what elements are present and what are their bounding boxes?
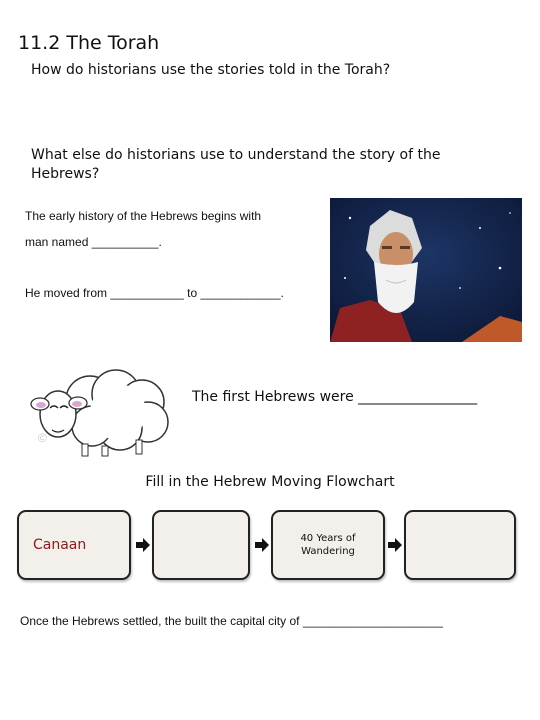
flowchart-box-3 xyxy=(271,510,385,580)
history-line-2: man named __________. xyxy=(25,235,162,249)
flowchart-box-2[interactable] xyxy=(152,510,250,580)
history-line-1: The early history of the Hebrews begins with xyxy=(25,209,262,223)
question-2: What else do historians use to understand the story of the Hebrews? xyxy=(31,147,441,182)
flowchart-box-1-label: Canaan xyxy=(33,537,87,553)
flowchart-box-3-line-1: 40 Years of xyxy=(300,533,356,544)
arrow-right-icon xyxy=(136,538,150,552)
first-hebrews-prompt: The first Hebrews were _________________ xyxy=(192,389,478,405)
page-title: 11.2 The Torah xyxy=(18,32,160,54)
flowchart-box-3-line-2: Wandering xyxy=(301,546,355,557)
question-1: How do historians use the stories told in the Torah? xyxy=(31,62,391,78)
abraham-portrait-image xyxy=(330,198,522,342)
flowchart-box-3-label xyxy=(293,532,363,558)
arrow-right-icon xyxy=(388,538,402,552)
flowchart-box-4[interactable] xyxy=(404,510,516,580)
svg-text:©: © xyxy=(38,431,47,445)
history-line-3: He moved from ___________ to ____________. xyxy=(25,286,284,300)
flowchart-title: Fill in the Hebrew Moving Flowchart xyxy=(145,474,395,490)
flowchart-box-1 xyxy=(17,510,131,580)
arrow-right-icon xyxy=(255,538,269,552)
sheep-image xyxy=(20,348,180,458)
capital-city-prompt: Once the Hebrews settled, the built the capital city of _____________________ xyxy=(20,614,443,628)
